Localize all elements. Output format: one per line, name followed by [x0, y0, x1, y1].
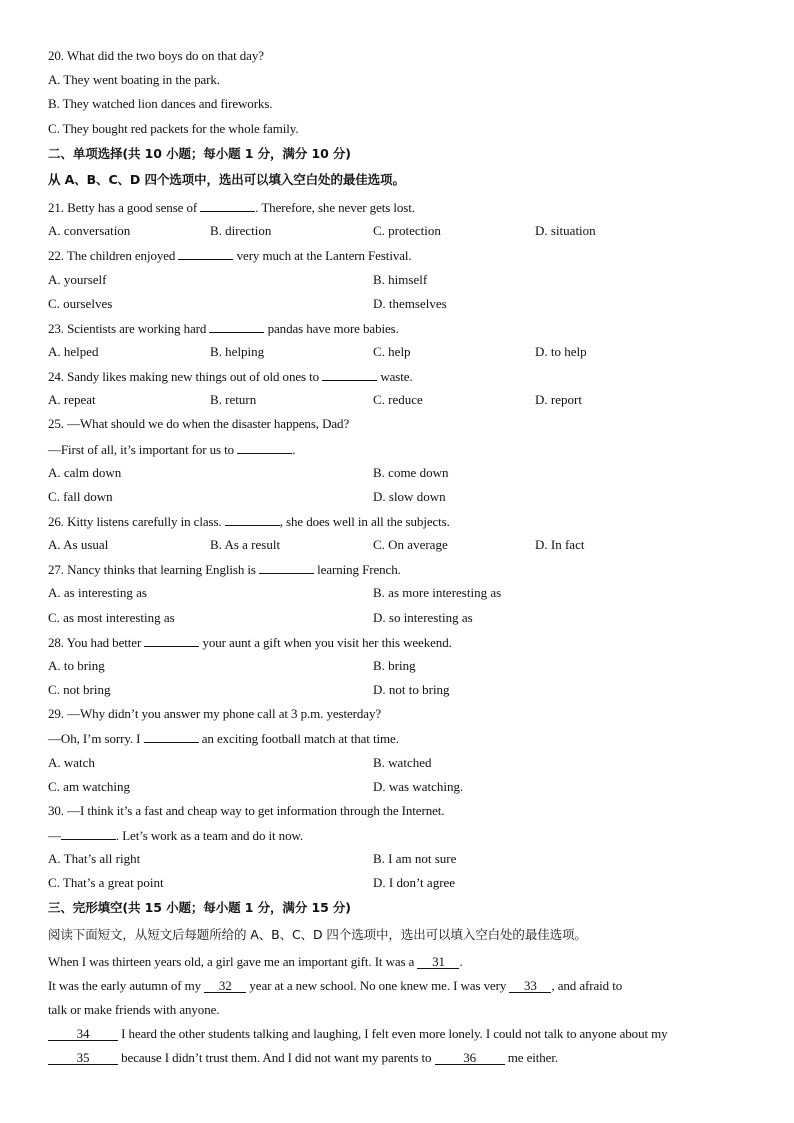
passage-text: me either.	[504, 1050, 559, 1065]
q25-option-c: C. fall down	[48, 489, 113, 504]
q22-question	[48, 247, 412, 264]
q30-option-a: A. That’s all right	[48, 851, 141, 866]
q24-option-d: D. report	[535, 392, 582, 407]
passage-line-4	[48, 1026, 668, 1042]
q26-option-a: A. As usual	[48, 537, 109, 552]
q21-stem: 21. Betty has a good sense of	[48, 200, 198, 215]
q25-option-a: A. calm down	[48, 465, 122, 480]
q22-option-d: D. themselves	[373, 296, 447, 311]
q25-answer-line	[48, 441, 295, 458]
q27-option-a: A. as interesting as	[48, 585, 147, 600]
blank-33: 33	[509, 979, 551, 993]
q26-blank	[225, 513, 280, 526]
q23-option-c: C. help	[373, 344, 411, 359]
q21-stem-end: . Therefore, she never gets lost.	[255, 200, 415, 215]
q22-stem-end: very much at the Lantern Festival.	[233, 248, 412, 263]
passage-line-2	[48, 978, 622, 994]
q21-question	[48, 199, 415, 216]
q23-option-a: A. helped	[48, 344, 99, 359]
passage-text: When I was thirteen years old, a girl gave me an important gift. It was a	[48, 954, 418, 969]
q27-blank	[259, 561, 314, 574]
q28-question	[48, 634, 452, 651]
q28-option-d: D. not to bring	[373, 682, 450, 697]
q28-stem: 28. You had better	[48, 635, 142, 650]
q23-stem-end: pandas have more babies.	[264, 321, 399, 336]
q24-question	[48, 368, 413, 385]
section3-instruction: 阅读下面短文，从短文后每题所给的 A、B、C、D 四个选项中，选出可以填入空白处的最佳选项。	[48, 927, 587, 942]
q23-option-d: D. to help	[535, 344, 587, 359]
passage-text: I heard the other students talking and laughing, I felt even more lonely. I could not talk to anyone about my	[118, 1026, 668, 1041]
q30-option-d: D. I don’t agree	[373, 875, 456, 890]
q26-option-c: C. On average	[373, 537, 448, 552]
q20-option-c: C. They bought red packets for the whole family.	[48, 121, 299, 136]
q29-stem-end: an exciting football match at that time.	[198, 731, 399, 746]
q27-stem: 27. Nancy thinks that learning English is	[48, 562, 256, 577]
q24-blank	[322, 368, 377, 381]
q22-option-c: C. ourselves	[48, 296, 113, 311]
q22-blank	[178, 247, 233, 260]
q29-answer-line	[48, 730, 399, 747]
q28-option-c: C. not bring	[48, 682, 111, 697]
q25-stem-end: .	[292, 442, 296, 457]
q27-option-d: D. so interesting as	[373, 610, 473, 625]
section2-instruction: 从 A、B、C、D 四个选项中，选出可以填入空白处的最佳选项。	[48, 172, 405, 187]
q26-question	[48, 513, 450, 530]
q21-blank	[200, 199, 255, 212]
q24-stem-end: waste.	[377, 369, 413, 384]
q29-blank	[144, 730, 199, 743]
q30-stem: —	[48, 828, 61, 843]
passage-text: because I didn’t trust them. And I did not want my parents to	[118, 1050, 435, 1065]
blank-31: 31	[417, 955, 459, 969]
q22-option-b: B. himself	[373, 272, 428, 287]
q26-stem-end: , she does well in all the subjects.	[279, 514, 450, 529]
q24-option-b: B. return	[210, 392, 257, 407]
blank-35: 35	[48, 1051, 118, 1065]
q23-option-b: B. helping	[210, 344, 265, 359]
q30-question: 30. —I think it’s a fast and cheap way to get information through the Internet.	[48, 803, 445, 818]
q30-stem-end: . Let’s work as a team and do it now.	[115, 828, 304, 843]
q21-option-c: C. protection	[373, 223, 441, 238]
q30-option-c: C. That’s a great point	[48, 875, 164, 890]
q29-option-b: B. watched	[373, 755, 432, 770]
q30-option-b: B. I am not sure	[373, 851, 457, 866]
q29-option-a: A. watch	[48, 755, 95, 770]
q27-option-b: B. as more interesting as	[373, 585, 502, 600]
q21-option-b: B. direction	[210, 223, 272, 238]
q22-option-a: A. yourself	[48, 272, 107, 287]
passage-text: year at a new school. No one knew me. I was very	[246, 978, 510, 993]
passage-line-1	[48, 954, 463, 970]
q27-stem-end: learning French.	[314, 562, 401, 577]
section2-heading: 二、单项选择(共 10 小题；每小题 1 分，满分 10 分)	[48, 146, 351, 161]
q20-question: 20. What did the two boys do on that day?	[48, 48, 264, 63]
passage-text: , and afraid to	[551, 978, 623, 993]
q26-option-d: D. In fact	[535, 537, 585, 552]
q29-stem: —Oh, I’m sorry. I	[48, 731, 141, 746]
q20-option-b: B. They watched lion dances and fireworks.	[48, 96, 273, 111]
q29-option-c: C. am watching	[48, 779, 130, 794]
q22-stem: 22. The children enjoyed	[48, 248, 176, 263]
q28-stem-end: your aunt a gift when you visit her this weekend.	[199, 635, 452, 650]
q27-option-c: C. as most interesting as	[48, 610, 175, 625]
q23-blank	[209, 320, 264, 333]
q24-option-c: C. reduce	[373, 392, 423, 407]
q21-option-a: A. conversation	[48, 223, 131, 238]
passage-text: .	[459, 954, 463, 969]
passage-line-5	[48, 1050, 558, 1066]
q29-question: 29. —Why didn’t you answer my phone call at 3 p.m. yesterday?	[48, 706, 382, 721]
q23-stem: 23. Scientists are working hard	[48, 321, 207, 336]
q28-option-a: A. to bring	[48, 658, 105, 673]
q25-question: 25. —What should we do when the disaster happens, Dad?	[48, 416, 350, 431]
blank-34: 34	[48, 1027, 118, 1041]
q25-blank	[237, 441, 292, 454]
q26-option-b: B. As a result	[210, 537, 281, 552]
q28-option-b: B. bring	[373, 658, 416, 673]
blank-36: 36	[435, 1051, 505, 1065]
blank-32: 32	[204, 979, 246, 993]
q27-question	[48, 561, 401, 578]
section3-heading: 三、完形填空(共 15 小题；每小题 1 分，满分 15 分)	[48, 900, 351, 915]
q25-stem: —First of all, it’s important for us to	[48, 442, 235, 457]
q29-option-d: D. was watching.	[373, 779, 464, 794]
q25-option-b: B. come down	[373, 465, 449, 480]
q23-question	[48, 320, 399, 337]
q26-stem: 26. Kitty listens carefully in class.	[48, 514, 222, 529]
q24-option-a: A. repeat	[48, 392, 96, 407]
q30-answer-line	[48, 827, 303, 844]
q20-option-a: A. They went boating in the park.	[48, 72, 220, 87]
q24-stem: 24. Sandy likes making new things out of old ones to	[48, 369, 320, 384]
q30-blank	[61, 827, 116, 840]
passage-text: It was the early autumn of my	[48, 978, 205, 993]
q25-option-d: D. slow down	[373, 489, 446, 504]
passage-line-3: talk or make friends with anyone.	[48, 1002, 220, 1017]
q21-option-d: D. situation	[535, 223, 596, 238]
q28-blank	[144, 634, 199, 647]
